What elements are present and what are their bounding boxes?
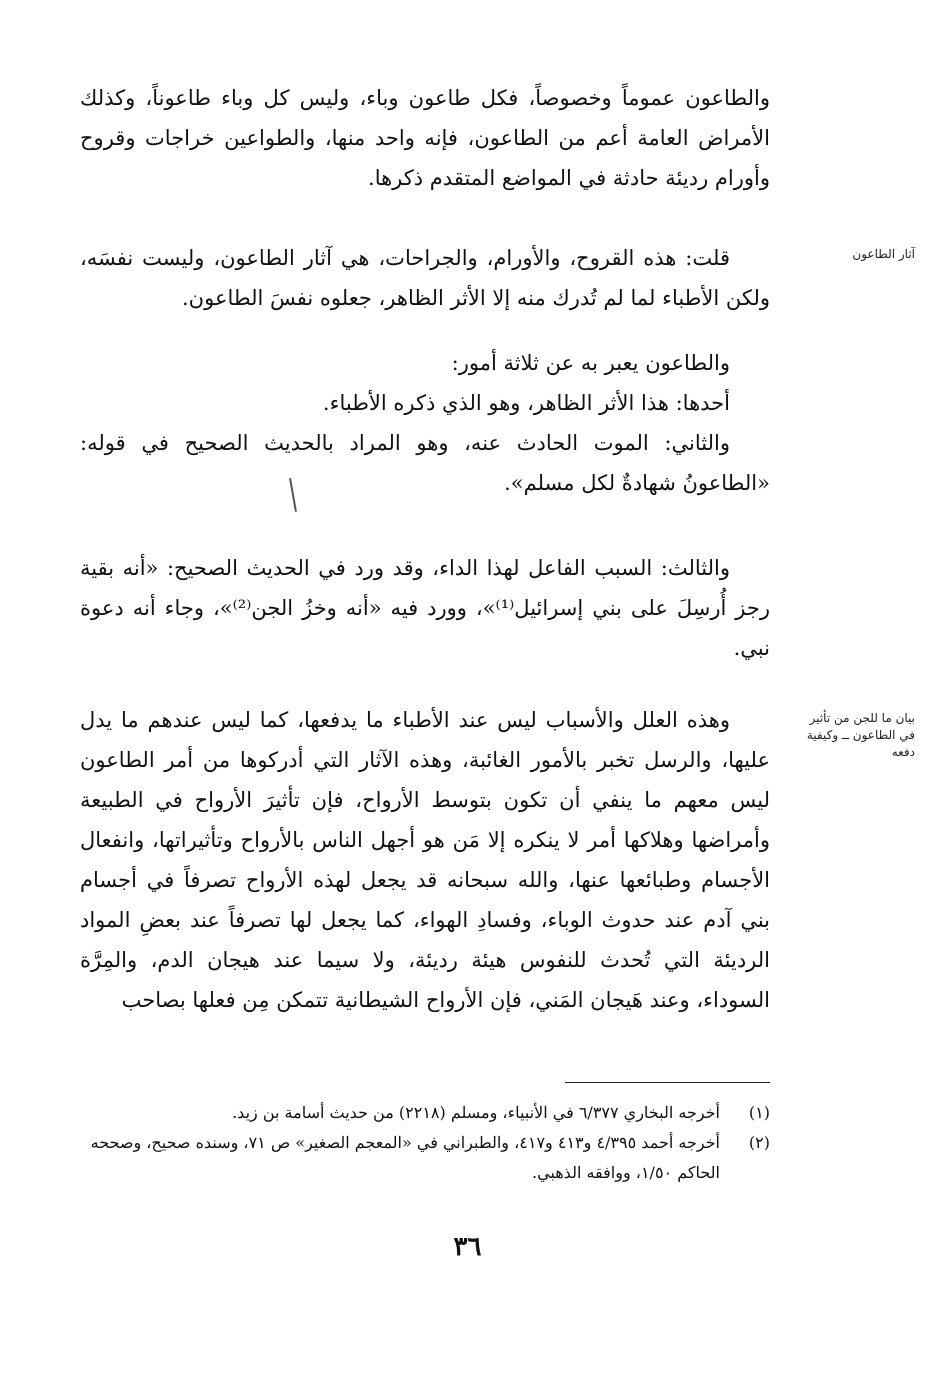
paragraph-2: قلت: هذه القروح، والأورام، والجراحات، هي آثار الطاعون، وليست نفسَه، ولكن الأطباء لما لم تُدرك منه إلا الأثر الظاهر، جعلوه نفسَ الطاعون. xyxy=(80,246,770,310)
paragraph-3: والطاعون يعبر به عن ثلاثة أمور: xyxy=(451,351,730,375)
page-number: ٣٦ xyxy=(453,1232,482,1262)
paragraph-7: وهذه العلل والأسباب ليس عند الأطباء ما يدفعها، كما ليس عندهم ما يدل عليها، والرسل تخبر بالأمور الغائبة، وهذه الآثار التي أدركوها من أمر الطاعون ليس معهم ما ينفي أن تكون بتوسط الأرواح، فإن تأثيرَ الأرواح في الطبيعة وأمراضها وهلاكها أمر لا ينكره إلا مَن هو أجهل الناس بالأرواح وتأثيراتها، وانفعال الأجسام وطبائعها عنها، والله سبحانه قد يجعل لهذه الأرواح تصرفاً في أجسام بني آدم عند حدوث الوباء، وفسادِ الهواء، كما يجعل لها تصرفاً عند بعضِ المواد الرديئة التي تُحدث للنفوس هيئة رديئة، ولا سيما عند هيجان الدم، والمِرَّة السوداء، وعند هَيجان المَني، فإن الأرواح الشيطانية تتمكن مِن فعلها بصاحب xyxy=(80,708,770,1012)
side-note-jinn-effect: بيان ما للجن من تأثير في الطاعون ــ وكيفية دفعه xyxy=(806,711,915,759)
footnote-text: أخرجه أحمد ٤/٣٩٥ و٤١٣ و٤١٧، والطبراني في «المعجم الصغير» ص ٧١، وسنده صحيح، وصححه الحاكم ١/٥٠، ووافقه الذهبي. xyxy=(90,1133,720,1182)
footnote-separator xyxy=(565,1082,770,1083)
paragraph-jinn-effect xyxy=(80,700,770,1020)
paragraph-plague-effects xyxy=(80,238,770,318)
footnote-number: (٢) xyxy=(748,1133,770,1152)
paragraph-1: والطاعون عموماً وخصوصاً، فكل طاعون وباء، وليس كل وباء طاعوناً، وكذلك الأمراض العامة أعم من الطاعون، فإنه واحد منها، والطواعين خراجات وقروح وأورام رديئة حادثة في المواضع المتقدم ذكرها. xyxy=(80,86,770,190)
paragraph-third-meaning xyxy=(80,548,770,668)
footnote-2 xyxy=(90,1128,770,1188)
paragraph-three-meanings xyxy=(80,343,770,503)
paragraph-5: والثاني: الموت الحادث عنه، وهو المراد بالحديث الصحيح في قوله: «الطاعونُ شهادةٌ لكل مسلم». xyxy=(80,431,770,495)
footnote-text: أخرجه البخاري ٦/٣٧٧ في الأنبياء، ومسلم (٢٢١٨) من حديث أسامة بن زيد. xyxy=(232,1103,720,1122)
footnote-number: (١) xyxy=(748,1103,770,1122)
footnote-1 xyxy=(90,1098,770,1128)
paragraph-4: أحدها: هذا الأثر الظاهر، وهو الذي ذكره الأطباء. xyxy=(322,391,730,415)
paragraph-plague-general xyxy=(80,78,770,198)
side-note-plague-effects: آثار الطاعون xyxy=(852,247,915,261)
footnotes xyxy=(90,1098,770,1188)
paragraph-6: والثالث: السبب الفاعل لهذا الداء، وقد ورد في الحديث الصحيح: «أنه بقية رجز أُرسِلَ على بني إسرائيل⁽¹⁾»، وورد فيه «أنه وخزُ الجن⁽²⁾»، وجاء أنه دعوة نبي. xyxy=(80,556,770,660)
